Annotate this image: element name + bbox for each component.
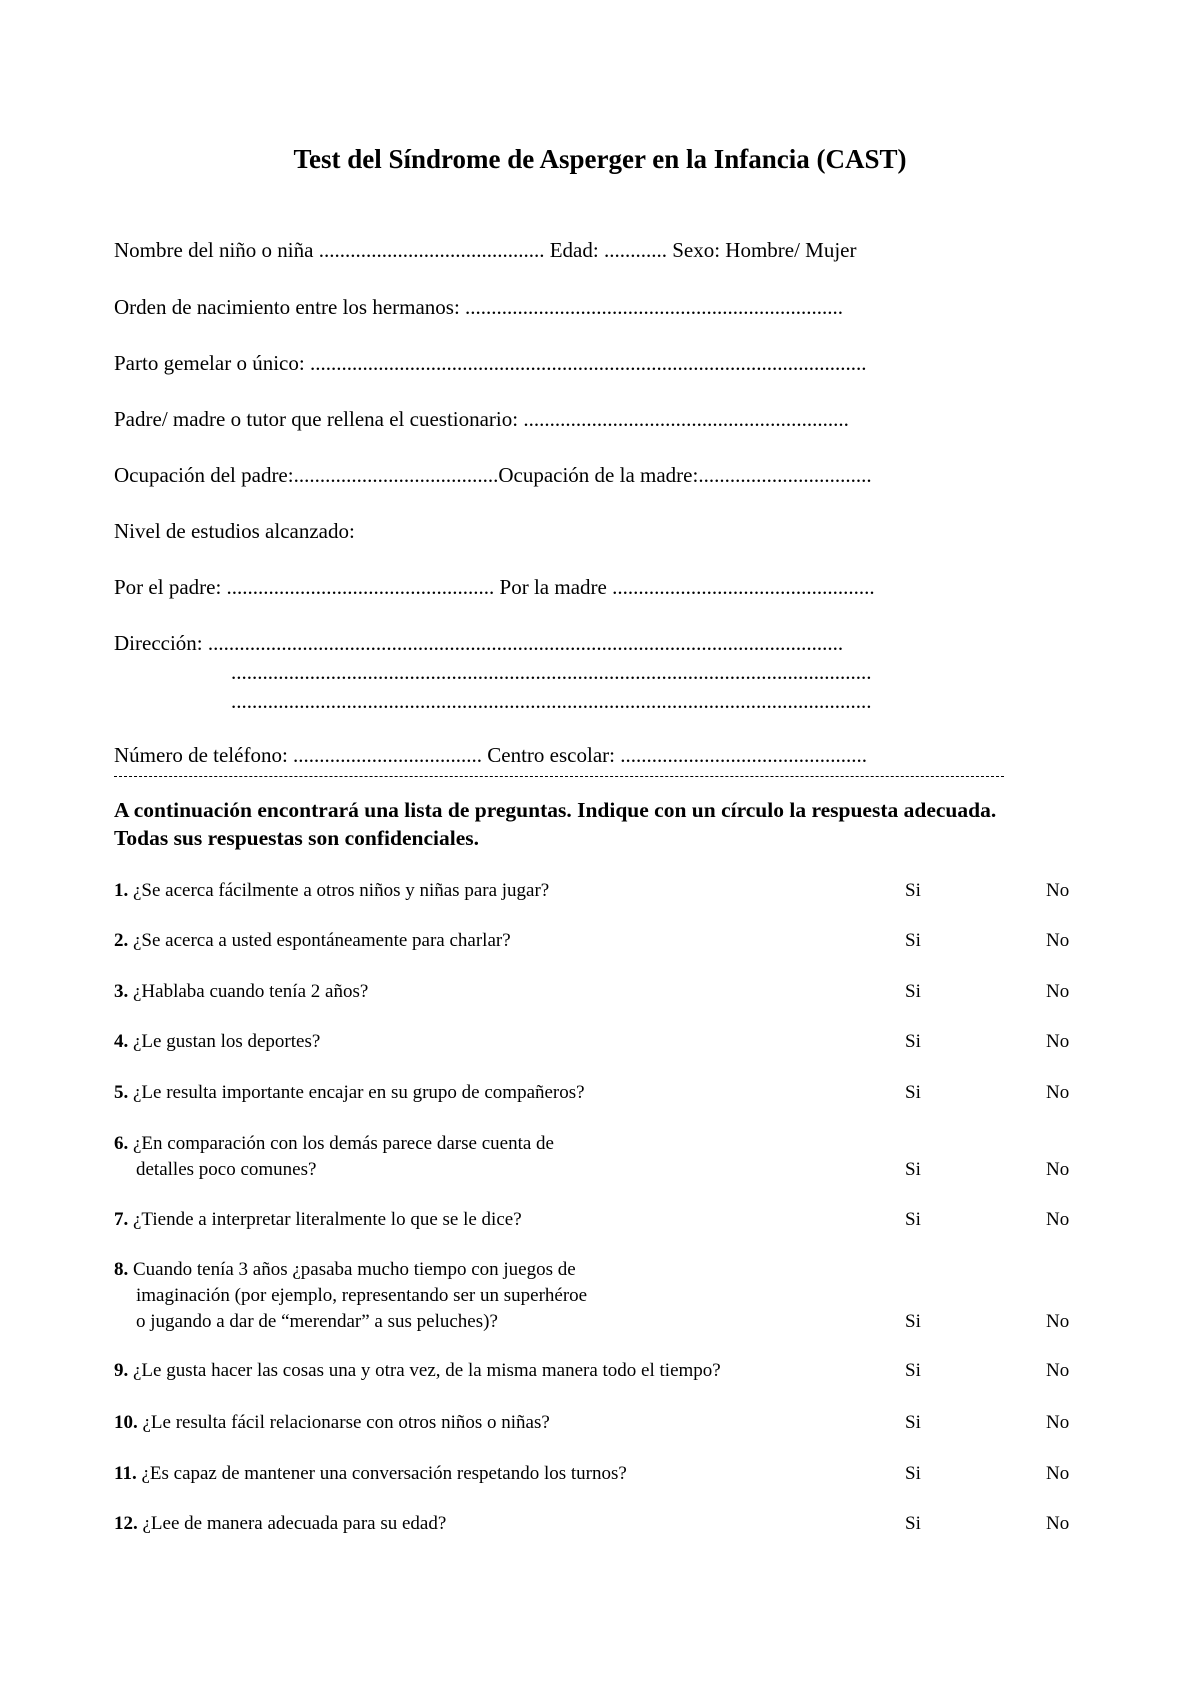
answer-si[interactable]: Si (905, 1513, 921, 1534)
question-text: 2. ¿Se acerca a usted espontáneamente para charlar? (114, 930, 511, 951)
question-item (114, 1358, 721, 1384)
answer-si[interactable]: Si (905, 981, 921, 1002)
question-text: 5. ¿Le resulta importante encajar en su grupo de compañeros? (114, 1082, 585, 1103)
question-text: 4. ¿Le gustan los deportes? (114, 1031, 321, 1052)
question-number: 8. (114, 1259, 129, 1280)
page-title: Test del Síndrome de Asperger en la Infancia (CAST) (293, 144, 907, 174)
question-number: 5. (114, 1082, 129, 1103)
instructions: A continuación encontrará una lista de preguntas. Indique con un círculo la respuesta adecuada. Todas sus respuestas son confidenciales. (114, 798, 997, 850)
field-ocupacion[interactable]: Ocupación del padre:.......................................Ocupación de la madre:................................. (114, 463, 872, 487)
answer-no[interactable]: No (1046, 1463, 1070, 1484)
dashed-separator (114, 776, 1004, 777)
question-text: detalles poco comunes? (136, 1159, 317, 1180)
field-nombre-edad-sexo[interactable]: Nombre del niño o niña ........................................... Edad: ............ Sexo: Hombre/ Mujer (114, 238, 857, 262)
answer-no[interactable]: No (1046, 1513, 1070, 1534)
answer-si[interactable]: Si (905, 1360, 921, 1381)
field-direccion-line-2[interactable]: .......................................................................................................................... (231, 660, 872, 684)
field-orden-nacimiento[interactable]: Orden de nacimiento entre los hermanos: ........................................................................ (114, 295, 844, 319)
question-item (114, 1257, 587, 1335)
answer-no[interactable]: No (1046, 1412, 1070, 1433)
question-item (114, 1410, 550, 1436)
question-text: 3. ¿Hablaba cuando tenía 2 años? (114, 981, 369, 1002)
field-telefono-centro[interactable]: Número de teléfono: .................................... Centro escolar: ............................................... (114, 743, 867, 767)
question-item (114, 1029, 320, 1055)
field-tutor[interactable]: Padre/ madre o tutor que rellena el cuestionario: .............................................................. (114, 407, 849, 431)
answer-no[interactable]: No (1046, 880, 1070, 901)
question-item (114, 1131, 554, 1183)
question-item (114, 1207, 522, 1233)
question-text: 9. ¿Le gusta hacer las cosas una y otra vez, de la misma manera todo el tiempo? (114, 1360, 721, 1381)
answer-si[interactable]: Si (905, 1031, 921, 1052)
answer-si[interactable]: Si (905, 1311, 921, 1332)
question-number: 6. (114, 1133, 129, 1154)
question-number: 9. (114, 1360, 129, 1381)
question-text: 7. ¿Tiende a interpretar literalmente lo que se le dice? (114, 1209, 522, 1230)
answer-no[interactable]: No (1046, 1209, 1070, 1230)
question-item (114, 878, 549, 904)
field-direccion-line-3[interactable]: .......................................................................................................................... (231, 689, 872, 713)
question-item (114, 1511, 446, 1537)
answer-no[interactable]: No (1046, 1159, 1070, 1180)
question-text: 10. ¿Le resulta fácil relacionarse con otros niños o niñas? (114, 1412, 550, 1433)
field-direccion[interactable]: Dirección: ......................................................................................................................... (114, 631, 844, 655)
answer-no[interactable]: No (1046, 1082, 1070, 1103)
question-number: 2. (114, 930, 129, 951)
question-text: imaginación (por ejemplo, representando ser un superhéroe (136, 1285, 588, 1306)
question-number: 12. (114, 1513, 138, 1534)
question-number: 11. (114, 1463, 137, 1484)
answer-si[interactable]: Si (905, 1463, 921, 1484)
question-item (114, 928, 511, 954)
label-nivel-estudios: Nivel de estudios alcanzado: (114, 519, 355, 543)
question-number: 3. (114, 981, 129, 1002)
question-text: o jugando a dar de “merendar” a sus peluches)? (136, 1311, 498, 1332)
question-number: 7. (114, 1209, 129, 1230)
question-number: 10. (114, 1412, 138, 1433)
question-text: 6. ¿En comparación con los demás parece darse cuenta de (114, 1133, 554, 1154)
answer-no[interactable]: No (1046, 1311, 1070, 1332)
question-number: 4. (114, 1031, 129, 1052)
answer-si[interactable]: Si (905, 1082, 921, 1103)
question-text: 1. ¿Se acerca fácilmente a otros niños y niñas para jugar? (114, 880, 550, 901)
question-item (114, 1080, 585, 1106)
answer-si[interactable]: Si (905, 880, 921, 901)
field-estudios-padres[interactable]: Por el padre: ................................................... Por la madre .................................................. (114, 575, 875, 599)
question-text: 8. Cuando tenía 3 años ¿pasaba mucho tiempo con juegos de (114, 1259, 576, 1280)
answer-si[interactable]: Si (905, 1412, 921, 1433)
question-item (114, 1461, 627, 1487)
answer-no[interactable]: No (1046, 1031, 1070, 1052)
answer-no[interactable]: No (1046, 1360, 1070, 1381)
answer-si[interactable]: Si (905, 930, 921, 951)
answer-no[interactable]: No (1046, 930, 1070, 951)
question-item (114, 979, 368, 1005)
answer-no[interactable]: No (1046, 981, 1070, 1002)
question-text: 12. ¿Lee de manera adecuada para su edad? (114, 1513, 447, 1534)
field-parto[interactable]: Parto gemelar o único: .......................................................................................................... (114, 351, 867, 375)
answer-si[interactable]: Si (905, 1209, 921, 1230)
question-number: 1. (114, 880, 129, 901)
answer-si[interactable]: Si (905, 1159, 921, 1180)
question-text: 11. ¿Es capaz de mantener una conversación respetando los turnos? (114, 1463, 627, 1484)
